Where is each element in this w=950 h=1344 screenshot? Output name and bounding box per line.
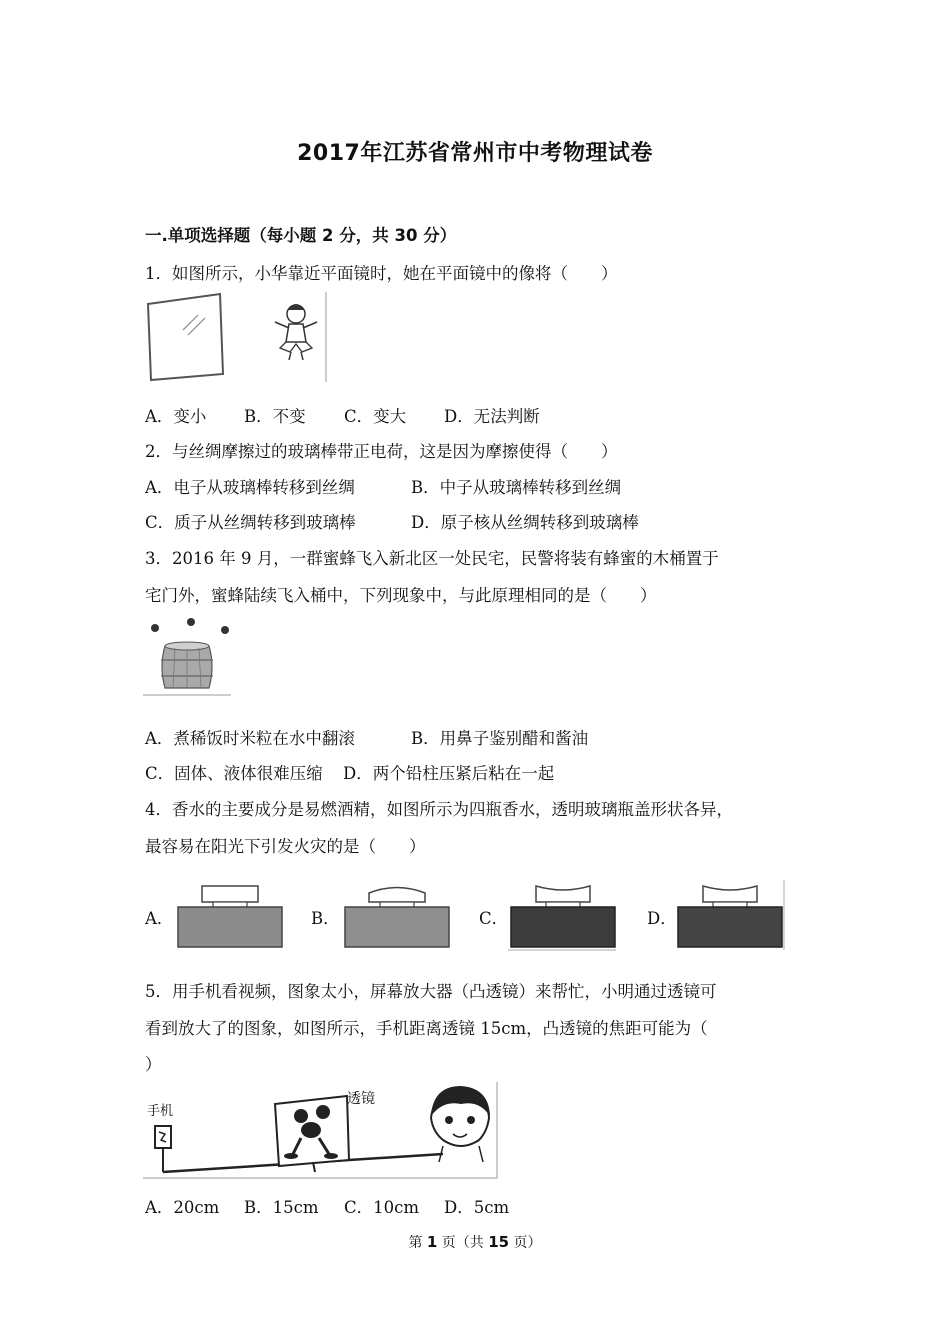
footer-suffix: 页） [509,1235,542,1251]
q5-stem-line3: ） [145,1055,162,1074]
q4-label-b: B． [311,909,340,928]
q3-stem-line2: 宅门外，蜜蜂陆续飞入桶中，下列现象中，与此原理相同的是（ ） [145,586,657,605]
q4-bottle-c [508,884,618,952]
page-title: 2017年江苏省常州市中考物理试卷 [297,141,653,166]
q5-figure-phone-lens-boy [143,1082,499,1180]
footer-middle: 页（共 [437,1235,489,1251]
q5-stem-line2: 看到放大了的图象，如图所示，手机距离透镜 15cm，凸透镜的焦距可能为（ [145,1019,708,1038]
q4-stem-line1: 4．香水的主要成分是易燃酒精，如图所示为四瓶香水，透明玻璃瓶盖形状各异， [145,800,733,819]
q2-option-d: D．原子核从丝绸转移到玻璃棒 [411,513,639,532]
q5-option-d: D．5cm [444,1198,510,1217]
section-heading: 一.单项选择题（每小题 2 分，共 30 分） [145,226,457,245]
q4-label-a: A． [145,909,174,928]
q1-option-b: B．不变 [244,407,306,426]
q4-bottle-b [342,884,452,950]
q3-option-d: D．两个铅柱压紧后粘在一起 [343,764,555,783]
q4-label-c: C． [479,909,509,928]
q4-bottle-d [675,880,787,952]
q2-option-a: A．电子从玻璃棒转移到丝绸 [145,478,355,497]
q1-figure-mirror-girl [143,290,333,384]
page-footer [0,1232,950,1252]
q4-label-d: D． [647,909,677,928]
q2-option-b: B．中子从玻璃棒转移到丝绸 [411,478,622,497]
footer-page-number: 1 [426,1233,438,1251]
q1-option-c: C．变大 [344,407,407,426]
q3-option-b: B．用鼻子鉴别醋和酱油 [411,729,589,748]
q1-option-a: A．变小 [145,407,207,426]
q2-option-c: C．质子从丝绸转移到玻璃棒 [145,513,356,532]
q2-stem: 2．与丝绸摩擦过的玻璃棒带正电荷，这是因为摩擦使得（ ） [145,442,618,461]
q5-label-lens: 透镜 [347,1091,375,1107]
q5-option-b: B．15cm [244,1198,319,1217]
footer-total-pages: 15 [488,1233,510,1251]
footer-prefix: 第 [408,1235,427,1251]
q5-stem-line1: 5．用手机看视频，图象太小，屏幕放大器（凸透镜）来帮忙，小明通过透镜可 [145,982,717,1001]
q3-figure-barrel-bees [143,616,235,698]
q5-label-phone: 手机 [147,1104,174,1119]
q4-bottle-a [175,884,285,950]
q4-stem-line2: 最容易在阳光下引发火灾的是（ ） [145,837,426,856]
q1-stem: 1．如图所示，小华靠近平面镜时，她在平面镜中的像将（ ） [145,264,618,283]
q3-option-a: A．煮稀饭时米粒在水中翻滚 [145,729,355,748]
q3-stem-line1: 3．2016 年 9 月，一群蜜蜂飞入新北区一处民宅，民警将装有蜂蜜的木桶置于 [145,549,719,568]
q5-option-c: C．10cm [344,1198,420,1217]
q1-option-d: D．无法判断 [444,407,540,426]
q3-option-c: C．固体、液体很难压缩 [145,764,323,783]
q5-option-a: A．20cm [145,1198,220,1217]
